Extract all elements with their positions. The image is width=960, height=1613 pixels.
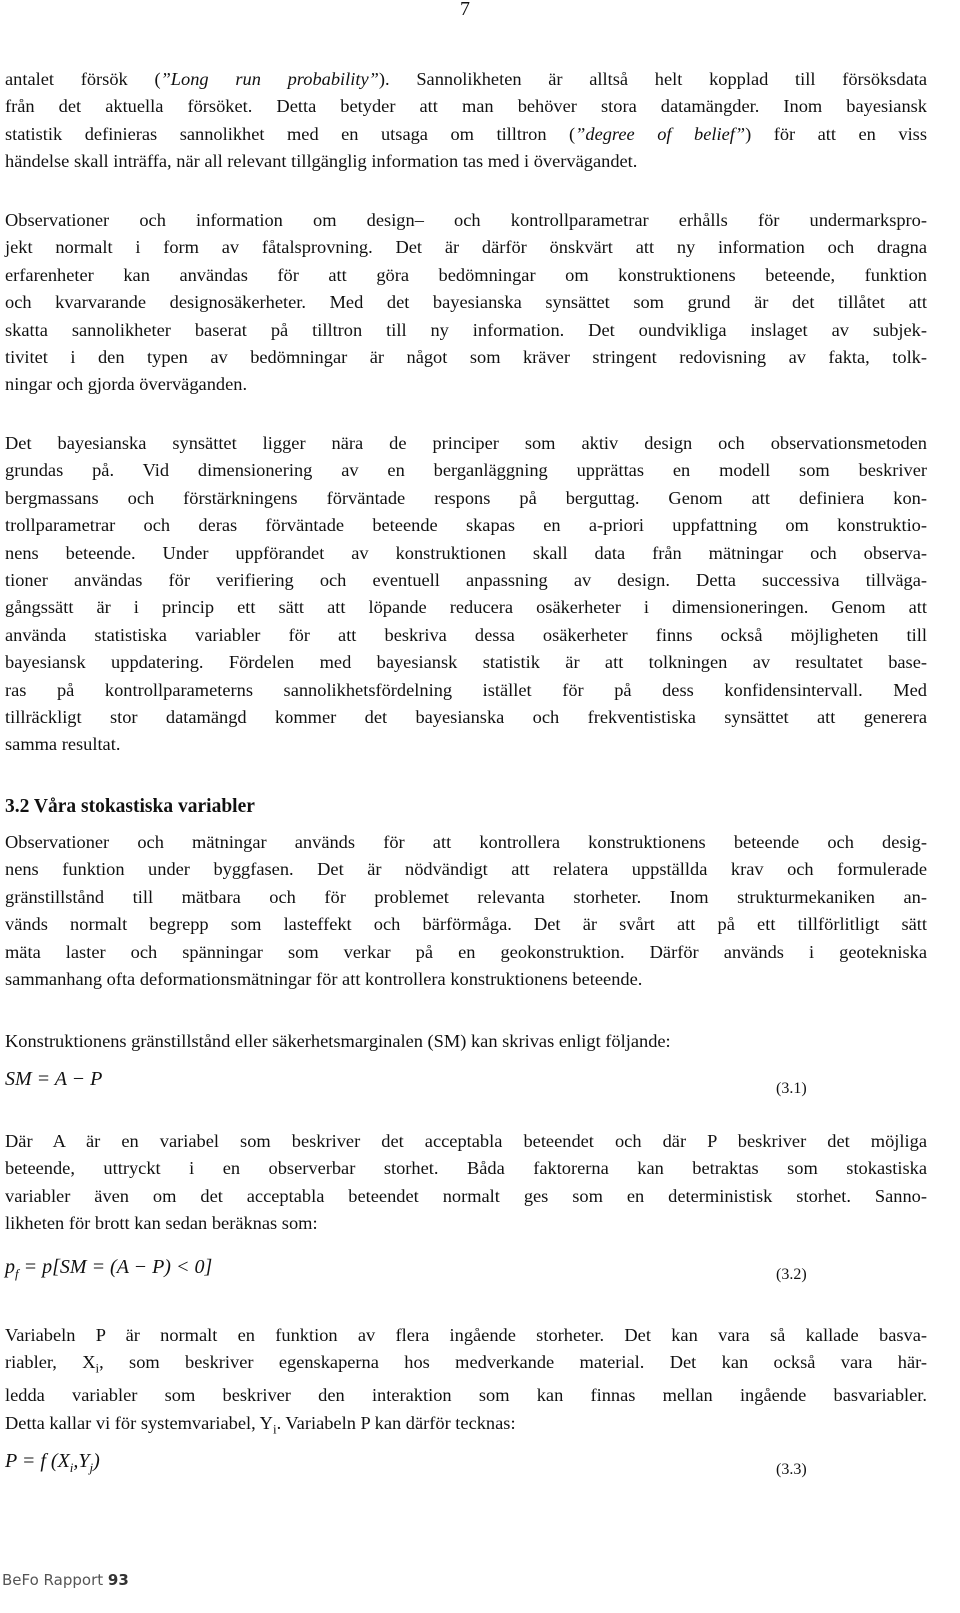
text-part: riabler, X xyxy=(5,1352,96,1373)
text-line: tioner användas för verifiering och eventuell anpassning av design. Detta successiva tillväga- xyxy=(5,570,927,591)
footer-report-number: 93 xyxy=(107,1571,129,1589)
text-line: antalet försök (”Long run probability”). Sannolikheten är alltså helt kopplad till försöksdata xyxy=(5,69,927,89)
equation-subscript: i xyxy=(69,1460,74,1475)
text-line: sammanhang ofta deformationsmätningar för att kontrollera konstruktionens beteende. xyxy=(5,969,643,990)
text-line: gångssätt är i princip ett sätt att löpande reducera osäkerheter i dimensioneringen. Genom att xyxy=(5,597,927,618)
text-line: bergmassans och förstärkningens förväntade respons på berguttag. Genom att definiera kon- xyxy=(5,487,927,508)
paragraph-variables xyxy=(5,1128,927,1238)
text-line: Där A är en variabel som beskriver det acceptabla beteendet och där P beskriver det möjliga xyxy=(5,1131,927,1151)
subscript: i xyxy=(272,1421,277,1437)
text-line: vänds normalt begrepp som lasteffekt och bärförmåga. Det är svårt att på ett tillförlitligt sätt xyxy=(5,914,927,935)
paragraph-observations xyxy=(5,207,927,399)
paragraph-base-variables xyxy=(5,1322,927,1443)
text-line: bayesiansk uppdatering. Fördelen med bayesiansk statistik är att tolkningen av resultatet base- xyxy=(5,652,927,673)
equation-subscript: j xyxy=(89,1460,94,1475)
equation-number: (3.2) xyxy=(776,1266,807,1283)
text-line: ledda variabler som beskriver den interaktion som kan finnas mellan ingående basvariabler. xyxy=(5,1385,927,1406)
text-line: likheten för brott kan sedan beräknas som: xyxy=(5,1213,318,1234)
text-line: erfarenheter kan användas för att göra bedömningar om konstruktionens beteende, funktion xyxy=(5,264,927,285)
text-line: variabler även om det acceptabla beteendet normalt ges som en deterministisk storhet. Sanno- xyxy=(5,1185,927,1206)
section-heading: 3.2 Våra stokastiska variabler xyxy=(5,796,255,817)
text-line: Konstruktionens gränstillstånd eller säkerhetsmarginalen (SM) kan skrivas enligt följande: xyxy=(5,1031,671,1051)
equation-part: P = f (X xyxy=(5,1450,70,1472)
equation-3-2 xyxy=(5,1256,212,1282)
equation-number: (3.3) xyxy=(776,1461,807,1478)
page-number: 7 xyxy=(460,0,470,20)
text-line: händelse skall inträffa, när all relevant tillgänglig information tas med i övervägandet. xyxy=(5,151,638,172)
text-line: Det bayesianska synsättet ligger nära de principer som aktiv design och observationsmetoden xyxy=(5,433,927,453)
equation-part: ,Y xyxy=(73,1450,90,1472)
text-line: ras på kontrollparameterns sannolikhetsfördelning istället för på dess konfidensintervall. Med xyxy=(5,679,927,700)
text-line: Variabeln P är normalt en funktion av flera ingående storheter. Det kan vara så kallade basva- xyxy=(5,1325,927,1345)
text-line: gränstillstånd till mätbara och för problemet relevanta storheter. Inom strukturmekaniken an- xyxy=(5,886,927,907)
text-part: . Variabeln P kan därför tecknas: xyxy=(276,1412,516,1433)
equation-subscript: f xyxy=(15,1266,19,1281)
text-line: trollparametrar och deras förväntade beteende skapas en a-priori uppfattning om konstruktio- xyxy=(5,515,927,536)
text-line: ningar och gjorda överväganden. xyxy=(5,374,248,395)
equation-part: p xyxy=(5,1256,15,1278)
paragraph-intro xyxy=(5,66,927,176)
text-part: , som beskriver egenskaperna hos medverkande material. Det kan också vara här- xyxy=(99,1352,927,1373)
paragraph-limit-state xyxy=(5,1028,927,1055)
equation-part: ) xyxy=(93,1450,100,1472)
text-line: Observationer och mätningar används för att kontrollera konstruktionens beteende och desig- xyxy=(5,832,927,852)
text-line: nens beteende. Under uppförandet av konstruktionen skall data från mätningar och observa- xyxy=(5,542,927,563)
text-line: samma resultat. xyxy=(5,734,121,755)
text-line: statistik definieras sannolikhet med en utsaga om tilltron (”degree of belief”) för att en viss xyxy=(5,123,927,144)
text-part: Detta kallar vi för systemvariabel, Y xyxy=(5,1412,273,1433)
equation-part: = p[SM = (A − P) < 0] xyxy=(18,1256,213,1278)
footer-brand: BeFo Rapport xyxy=(2,1571,104,1589)
equation-3-1: SM = A − P xyxy=(5,1068,103,1090)
text-line: skatta sannolikheter baserat på tilltron till ny information. Det oundvikliga inslaget av subjek- xyxy=(5,319,927,340)
text-line: tillräckligt stor datamängd kommer det bayesianska och frekventistiska synsättet att generera xyxy=(5,707,927,728)
footer xyxy=(2,1571,129,1589)
text-line: och kvarvarande designosäkerheter. Med det bayesianska synsättet som grund är det tillåtet att xyxy=(5,292,927,313)
text-line: beteende, uttryckt i en observerbar storhet. Båda faktorerna kan betraktas som stokastiska xyxy=(5,1158,927,1179)
text-line: från det aktuella försöket. Detta betyder att man behöver stora datamängder. Inom bayesiansk xyxy=(5,96,927,117)
text-line: grundas på. Vid dimensionering av en berganläggning upprättas en modell som beskriver xyxy=(5,460,927,481)
text-line: Observationer och information om design– och kontrollparametrar erhålls för undermarkspro- xyxy=(5,210,927,230)
text-line: nens funktion under byggfasen. Det är nödvändigt att relatera uppställda krav och formulerade xyxy=(5,859,927,880)
paragraph-bayesian xyxy=(5,430,927,759)
subscript: i xyxy=(95,1361,100,1377)
paragraph-measurements xyxy=(5,829,927,993)
equation-number: (3.1) xyxy=(776,1080,807,1097)
text-line: jekt normalt i form av fåtalsprovning. Det är därför önskvärt att ny information och dragna xyxy=(5,237,927,258)
text-line: använda statistiska variabler för att beskriva dessa osäkerheter finns också möjligheten till xyxy=(5,624,927,645)
equation-3-3 xyxy=(5,1450,100,1476)
text-line: tivitet i den typen av bedömningar är något som kräver stringent redovisning av fakta, tolk- xyxy=(5,347,927,368)
text-line xyxy=(5,1410,927,1443)
text-line xyxy=(5,1349,927,1382)
text-line: mäta laster och spänningar som verkar på en geokonstruktion. Därför används i geotekniska xyxy=(5,941,927,962)
